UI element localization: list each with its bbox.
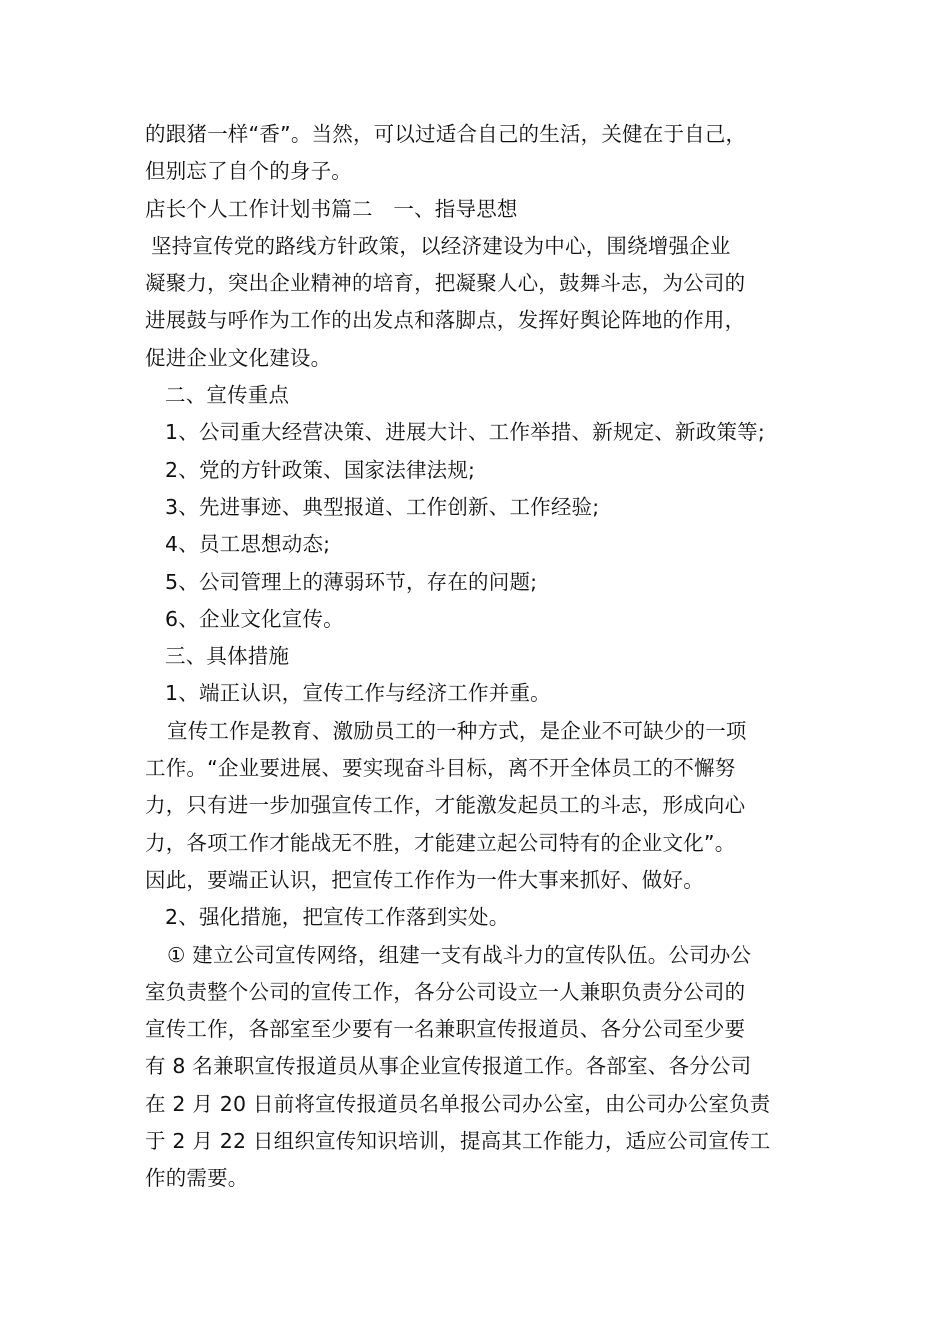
section-heading: 三、具体措施 [165, 644, 290, 669]
text-line: 有 8 名兼职宣传报道员从事企业宣传报道工作。各部室、各分公司 [145, 1054, 752, 1079]
text-line: 坚持宣传党的路线方针政策，以经济建设为中心，围绕增强企业 [151, 233, 731, 258]
list-item: 5、公司管理上的薄弱环节，存在的问题; [165, 569, 538, 594]
text-line: ① 建立公司宣传网络，组建一支有战斗力的宣传队伍。公司办公 [167, 942, 752, 967]
text-line: 工作。“企业要进展、要实现奋斗目标，离不开全体员工的不懈努 [145, 756, 736, 781]
list-item: 6、企业文化宣传。 [165, 606, 344, 631]
text-line: 但别忘了自个的身子。 [145, 159, 352, 184]
list-item: 2、强化措施，把宣传工作落到实处。 [165, 905, 510, 930]
section-heading: 二、宣传重点 [165, 383, 290, 408]
section-heading: 店长个人工作计划书篇二 一、指导思想 [145, 196, 518, 221]
text-line: 宣传工作是教育、激励员工的一种方式，是企业不可缺少的一项 [167, 718, 747, 743]
text-line: 在 2 月 20 日前将宣传报道员名单报公司办公室，由公司办公室负责 [145, 1091, 771, 1116]
text-line: 凝聚力，突出企业精神的培育，把凝聚人心，鼓舞斗志，为公司的 [145, 271, 746, 296]
text-line: 宣传工作，各部室至少要有一名兼职宣传报道员、各分公司至少要 [145, 1017, 746, 1042]
text-line: 进展鼓与呼作为工作的出发点和落脚点，发挥好舆论阵地的作用， [145, 308, 746, 333]
text-line: 室负责整个公司的宣传工作，各分公司设立一人兼职负责分公司的 [145, 979, 746, 1004]
list-item: 2、党的方针政策、国家法律法规; [165, 457, 476, 482]
text-line: 的跟猪一样“香”。当然，可以过适合自己的生活，关健在于自己， [145, 122, 747, 146]
list-item: 3、先进事迹、典型报道、工作创新、工作经验; [165, 494, 600, 519]
text-line: 作的需要。 [145, 1166, 249, 1191]
text-line: 力，只有进一步加强宣传工作，才能激发起员工的斗志，形成向心 [145, 793, 746, 818]
document-body [145, 116, 825, 1198]
list-item: 1、端正认识，宣传工作与经济工作并重。 [165, 681, 551, 706]
list-item: 4、员工思想动态; [165, 532, 331, 557]
text-line: 力，各项工作才能战无不胜，才能建立起公司特有的企业文化”。 [145, 830, 736, 855]
text-line: 促进企业文化建设。 [145, 345, 332, 370]
list-item: 1、公司重大经营决策、进展大计、工作举措、新规定、新政策等; [165, 420, 765, 445]
text-line: 因此，要端正认识，把宣传工作作为一件大事来抓好、做好。 [145, 867, 704, 892]
text-line: 于 2 月 22 日组织宣传知识培训，提高其工作能力，适应公司宣传工 [145, 1129, 771, 1154]
